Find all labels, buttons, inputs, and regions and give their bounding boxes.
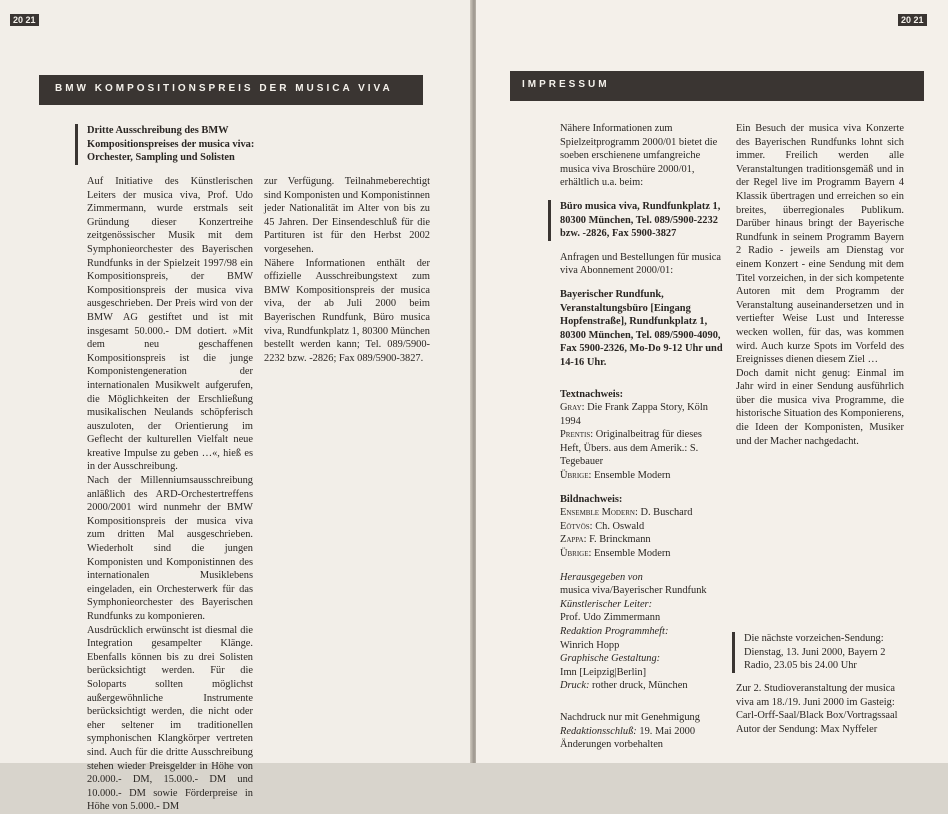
- textnachweis-gray: Gray: Die Frank Zappa Story, Köln 1994: [560, 402, 708, 427]
- intro-heading: [75, 124, 265, 165]
- aenderungen-text: Änderungen vorbehalten: [560, 739, 664, 751]
- gestaltung-label: Graphische Gestaltung:: [560, 653, 661, 665]
- paragraph-sendung: Doch damit nicht genug: Einmal im Jahr wird in einer Sendung ausführlich über die musica viva Programme, die historische Situation des Komponierens, die Ideen der Komponisten, Musiker und der Macher nachgedacht.: [736, 367, 904, 447]
- page-number-left: 20 21: [10, 14, 39, 26]
- buero-address: Büro musica viva, Rundfunkplatz 1, 80300 München, Tel. 089/5900-2232 bzw. -2826, Fax 5900-3827: [560, 200, 721, 240]
- gestaltung-value: Imn [Leipzig|Berlin]: [560, 666, 647, 678]
- paragraph-besuch: Ein Besuch der musica viva Konzerte des Bayerischen Rundfunks lohnt sich immer. Freilich werden alle Veranstaltungen traditionsgemäß und in der Regel live im Programm Bayern 4 Klassik übertragen und erreichen so ein breites, überregionales Publikum. Darüber hinaus bringt der Bayerische Rundfunk in seinem Programm Bayern 2 Radio - jeweils am Dienstag vor einem Konzert - eine Sendung mit dem Titel vorzeichen, in der sich kompetente Autoren mit dem Programm der Veranstaltung auseinandersetzen und in vertiefter Weise Lust und Interesse wecken wollen, für das, was kommen wird. Auch kurze Spots im Vorfeld des Ereignisses dienen diesem Ziel …: [736, 123, 904, 366]
- impressum-column-1: [560, 122, 724, 752]
- bildnachweis-uebrige: Übrige: Ensemble Modern: [560, 548, 671, 560]
- herausgegeben-value: musica viva/Bayerischer Rundfunk: [560, 585, 707, 597]
- impressum-banner: IMPRESSUM: [510, 71, 924, 101]
- kompositionspreis-banner: BMW KOMPOSITIONSPREIS DER MUSICA VIVA: [39, 75, 423, 105]
- left-column-2: [264, 175, 430, 365]
- paragraph-sampling: Ausdrücklich erwünscht ist diesmal die Integration gesampelter Klänge. Ebenfalls können bis zu drei Solisten berücksichtigt werden. Für die Soloparts sollten möglichst außergewöhnliche Instrumente berücksichtigt werden, die nicht oder eher seltener im traditionellen symphonischen Klangkörper vertreten sind. Auch für die dritte Ausschreibung stehen wieder Preisgelder in Höhe von 20.000.- DM, 15.000.- DM und 10.000.- DM sowie Förderpreise in Höhe von 5.000.- DM: [87, 624, 253, 813]
- textnachweis-uebrige: Übrige: Ensemble Modern: [560, 470, 671, 482]
- druck-line: Druck: rother druck, München: [560, 680, 688, 692]
- left-page: [0, 0, 472, 813]
- next-sendung-block: [732, 632, 914, 673]
- redaktionsschluss-line: Redaktionsschluß: 19. Mai 2000: [560, 725, 696, 737]
- studio-text: Zur 2. Studioveranstaltung der musica viva am 18./19. Juni 2000 im Gasteig: Carl-Orff-Saal/Black Box/Vortragssaal Autor der Sendung: Max Nyffeler: [736, 683, 898, 735]
- paragraph-teilnahme: zur Verfügung. Teilnahmeberechtigt sind Komponisten und Komponistinnen jeder Nationalität im Alter von bis zu 45 Jahren. Der Einsendeschluß für die Partituren ist für den Herbst 2002 vorgesehen.: [264, 176, 430, 255]
- left-column-1: [87, 175, 253, 814]
- bildnachweis-eotvos: Eötvös: Ch. Oswald: [560, 520, 645, 532]
- right-page: [476, 0, 948, 763]
- studio-block: [736, 682, 906, 736]
- bildnachweis-title: Bildnachweis:: [560, 493, 623, 505]
- buero-block: [548, 200, 724, 241]
- leiter-label: Künstlerischer Leiter:: [560, 598, 653, 610]
- veranstaltung-address: Bayerischer Rundfunk, Veranstaltungsbüro [Eingang Hopfenstraße], Rundfunkplatz 1, 80300 München, Tel. 089/5900-4090, Fax 5900-2326, Mo-Do 9-12 Uhr und 14-16 Uhr.: [560, 288, 723, 368]
- bildnachweis-zappa: Zappa: F. Brinckmann: [560, 534, 651, 546]
- redaktion-value: Winrich Hopp: [560, 639, 620, 651]
- herausgegeben-label: Herausgegeben von: [560, 571, 643, 583]
- impressum-column-2: [736, 122, 904, 448]
- textnachweis-prentis: Prentis: Originalbeitrag für dieses Heft, Übers. aus dem Amerik.: S. Tegebauer: [560, 429, 702, 468]
- info-intro: Nähere Informationen zum Spielzeitprogramm 2000/01 bietet die soeben erschienene umfangreiche musica viva Broschüre 2000/01, erhältlich u.a. beim:: [560, 123, 718, 189]
- redaktion-label: Redaktion Programmheft:: [560, 626, 669, 637]
- bildnachweis-ensemble: Ensemble Modern: D. Buschard: [560, 507, 693, 519]
- paragraph-millennium: Nach der Millenniumsausschreibung anläßlich des ARD-Orchestertreffens 2000/2001 wird nunmehr der BMW Kompositionspreis der musica viva zum dritten Mal ausgeschrieben. Wiederholt sind die jungen Komponisten und Komponistinnen des internationalen Musiklebens eingeladen, ein Orchesterwerk für das Symphonieorchester des Bayerischen Rundfunks zu komponieren.: [87, 475, 253, 622]
- anfragen-text: Anfragen und Bestellungen für musica viva Abonnement 2000/01:: [560, 251, 722, 277]
- page-number-right: 20 21: [898, 14, 927, 26]
- intro-heading-text: Dritte Ausschreibung des BMW Kompositionspreises der musica viva: Orchester, Sampling und Solisten: [87, 125, 255, 164]
- paragraph-informationen: Nähere Informationen enthält der offizielle Ausschreibungstext zum BMW Kompositionspreis der musica viva, der ab Juli 2000 beim Bayerischen Rundfunk, Büro musica viva, Rundfunkplatz 1, 80300 München bestellt werden kann; Tel. 089/5900-2232 bzw. -2826; Fax 089/5900-3827.: [264, 257, 430, 364]
- nachdruck-text: Nachdruck nur mit Genehmigung: [560, 711, 700, 723]
- paragraph-initiative: Auf Initiative des Künstlerischen Leiters der musica viva, Prof. Udo Zimmermann, wurde erstmals seit Gründung dieser Konzertreihe zeitgenössischer Musik mit dem Symphonieorchester des Bayerischen Rundfunks in der Spielzeit 1997/98 ein Kompositionspreis, der BMW Kompositionspreis der musica viva ausgeschrieben. Der Preis wird von der BMW AG gestiftet und ist mit insgesamt 50.000.- DM dotiert. »Mit dem neu geschaffenen Kompositionspreis ist die junge Komponistengeneration der internationalen Musikwelt aufgerufen, die Möglichkeiten der Erschließung musikalischen Neulands schöpferisch auszuloten, der Orientierung im Geflecht der kulturellen Vielfalt neue kreative Impulse zu geben …«, hieß es in der Ausschreibung.: [87, 176, 253, 473]
- next-sendung-text: Die nächste vorzeichen-Sendung: Dienstag, 13. Juni 2000, Bayern 2 Radio, 23.05 bis 24.00 Uhr: [744, 633, 886, 672]
- textnachweis-title: Textnachweis:: [560, 388, 624, 400]
- leiter-value: Prof. Udo Zimmermann: [560, 612, 661, 624]
